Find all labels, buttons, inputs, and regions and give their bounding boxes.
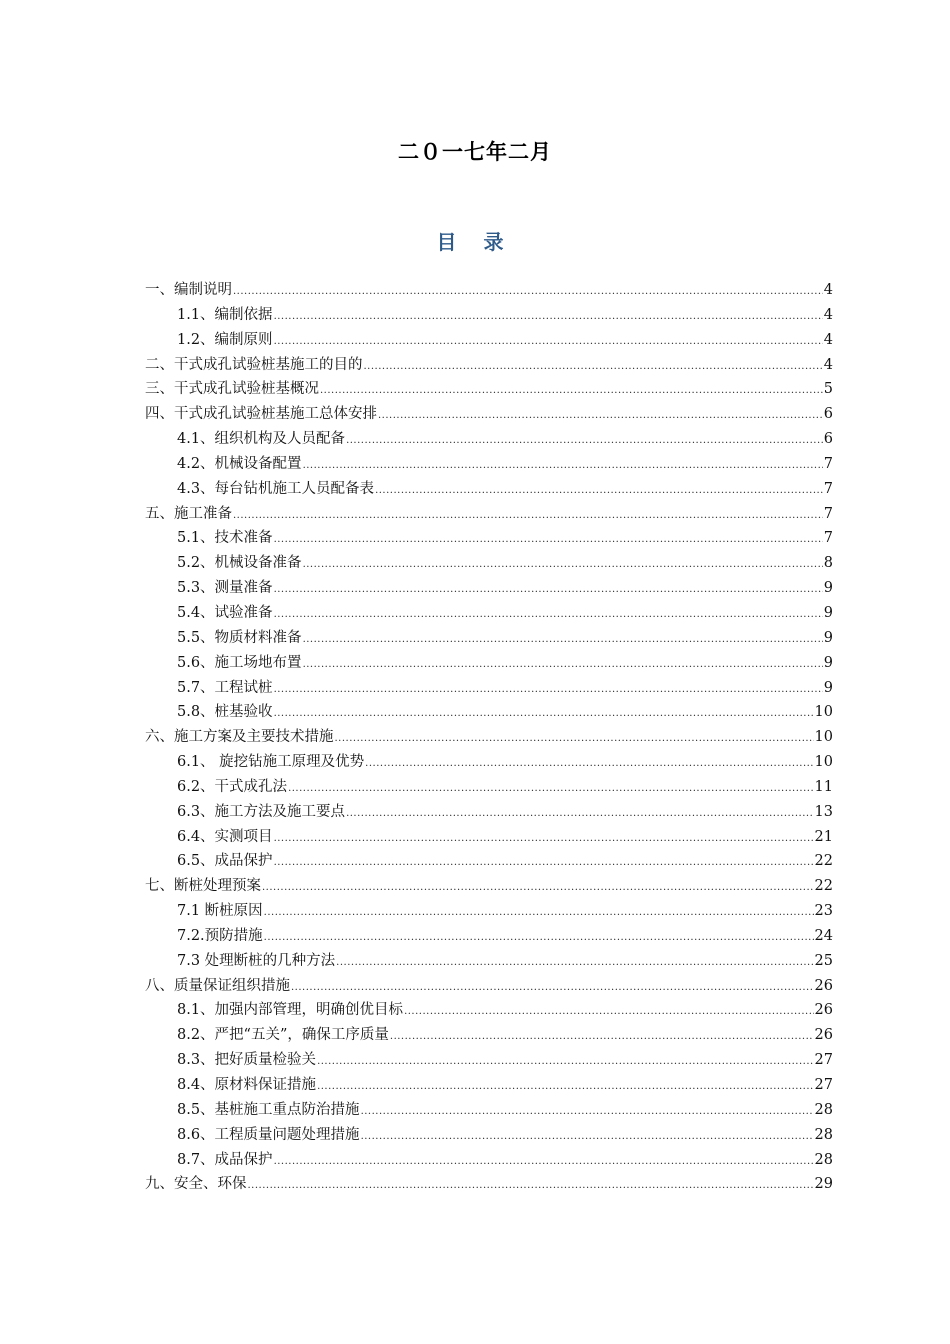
- toc-dot-leader: [274, 851, 814, 876]
- toc-entry-chapter[interactable]: [145, 377, 833, 402]
- toc-entry-chapter[interactable]: [145, 874, 833, 899]
- toc-dot-leader: [364, 355, 823, 380]
- toc-entry-label: 一、编制说明: [145, 282, 232, 298]
- toc-entry-section[interactable]: [145, 303, 833, 328]
- toc-dot-leader: [320, 379, 823, 404]
- toc-entry-page-number: 7: [823, 455, 833, 472]
- toc-entry-page-number: 29: [814, 1176, 833, 1193]
- toc-entry-label: 1.1、编制依据: [177, 306, 273, 323]
- toc-entry-section[interactable]: [145, 651, 833, 676]
- toc-entry-label: 8.6、工程质量问题处理措施: [177, 1126, 360, 1143]
- toc-entry-section[interactable]: [145, 1023, 833, 1048]
- toc-entry-label: 8.5、基桩施工重点防治措施: [177, 1101, 360, 1118]
- toc-dot-leader: [262, 876, 814, 901]
- toc-entry-page-number: 27: [814, 1052, 833, 1069]
- toc-entry-page-number: 10: [814, 729, 833, 746]
- toc-dot-leader: [274, 578, 823, 603]
- toc-entry-label: 6.4、实测项目: [177, 828, 273, 845]
- toc-entry-page-number: 4: [823, 306, 833, 323]
- toc-dot-leader: [233, 280, 823, 305]
- toc-entry-label: 九、安全、环保: [145, 1176, 247, 1193]
- toc-heading: 目 录: [436, 230, 514, 254]
- toc-entry-chapter[interactable]: [145, 974, 833, 999]
- toc-dot-leader: [303, 653, 823, 678]
- toc-entry-section[interactable]: [145, 676, 833, 701]
- toc-entry-page-number: 10: [814, 704, 833, 721]
- toc-dot-leader: [274, 678, 823, 703]
- toc-entry-page-number: 26: [814, 977, 833, 994]
- toc-entry-label: 6.5、成品保护: [177, 853, 273, 870]
- toc-entry-page-number: 13: [814, 803, 833, 820]
- toc-dot-leader: [317, 1050, 813, 1075]
- toc-entry-page-number: 25: [814, 952, 833, 969]
- toc-entry-page-number: 9: [823, 580, 833, 597]
- toc-dot-leader: [336, 951, 813, 976]
- toc-dot-leader: [274, 1150, 814, 1175]
- toc-dot-leader: [365, 752, 813, 777]
- toc-entry-section[interactable]: [145, 924, 833, 949]
- toc-entry-page-number: 28: [814, 1126, 833, 1143]
- toc-entry-page-number: 21: [814, 828, 833, 845]
- toc-entry-page-number: 7: [823, 505, 833, 522]
- toc-entry-label: 八、质量保证组织措施: [145, 977, 290, 994]
- toc-entry-section[interactable]: [145, 775, 833, 800]
- toc-entry-label: 二、干式成孔试验桩基施工的目的: [145, 356, 363, 373]
- toc-entry-label: 5.2、机械设备准备: [177, 555, 302, 572]
- toc-entry-section[interactable]: [145, 1098, 833, 1123]
- toc-entry-page-number: 23: [814, 903, 833, 920]
- toc-dot-leader: [404, 1000, 813, 1025]
- toc-entry-page-number: 24: [814, 927, 833, 944]
- toc-entry-section[interactable]: [145, 949, 833, 974]
- toc-dot-leader: [274, 827, 814, 852]
- toc-entry-section[interactable]: [145, 1048, 833, 1073]
- toc-entry-section[interactable]: [145, 825, 833, 850]
- toc-entry-section[interactable]: [145, 750, 833, 775]
- toc-entry-section[interactable]: [145, 452, 833, 477]
- toc-entry-label: 4.3、每台钻机施工人员配备表: [177, 480, 375, 497]
- toc-entry-chapter[interactable]: [145, 402, 833, 427]
- toc-dot-leader: [248, 1174, 814, 1199]
- toc-entry-section[interactable]: [145, 427, 833, 452]
- toc-entry-section[interactable]: [145, 1148, 833, 1173]
- toc-dot-leader: [390, 1025, 814, 1050]
- toc-entry-section[interactable]: [145, 899, 833, 924]
- toc-entry-page-number: 9: [823, 679, 833, 696]
- toc-entry-label: 8.4、原材料保证措施: [177, 1077, 317, 1093]
- toc-entry-section[interactable]: [145, 328, 833, 353]
- toc-entry-page-number: 11: [814, 778, 833, 795]
- toc-entry-label: 五、施工准备: [145, 505, 232, 522]
- toc-dot-leader: [264, 926, 814, 951]
- toc-dot-leader: [303, 553, 823, 578]
- toc-entry-page-number: 27: [814, 1077, 833, 1093]
- toc-entry-label: 5.8、桩基验收: [177, 704, 273, 721]
- toc-entry-page-number: 22: [814, 853, 833, 870]
- toc-entry-page-number: 9: [823, 654, 833, 671]
- toc-entry-chapter[interactable]: [145, 725, 833, 750]
- toc-entry-label: 7.3 处理断桩的几种方法: [177, 952, 336, 969]
- toc-entry-section[interactable]: [145, 576, 833, 601]
- toc-entry-page-number: 7: [823, 530, 833, 547]
- toc-entry-label: 7.2.预防措施: [177, 927, 263, 944]
- toc-entry-page-number: 10: [814, 754, 833, 771]
- toc-entry-label: 8.7、成品保护: [177, 1151, 273, 1168]
- toc-entry-page-number: 4: [823, 282, 833, 298]
- toc-entry-section[interactable]: [145, 477, 833, 502]
- toc-entry-label: 8.2、严把“五关”，确保工序质量: [177, 1027, 389, 1044]
- toc-dot-leader: [274, 528, 823, 553]
- toc-entry-chapter[interactable]: [145, 353, 833, 378]
- toc-entry-page-number: 8: [823, 555, 833, 572]
- toc-entry-label: 8.3、把好质量检验关: [177, 1052, 317, 1069]
- toc-dot-leader: [361, 1125, 814, 1150]
- toc-entry-label: 四、干式成孔试验桩基施工总体安排: [145, 406, 377, 423]
- toc-entry-chapter[interactable]: [145, 502, 833, 527]
- toc-dot-leader: [233, 504, 823, 529]
- toc-entry-page-number: 26: [814, 1002, 833, 1019]
- toc-entry-page-number: 4: [823, 331, 833, 348]
- toc-entry-label: 5.3、测量准备: [177, 580, 273, 597]
- toc-entry-section[interactable]: [145, 849, 833, 874]
- toc-entry-label: 三、干式成孔试验桩基概况: [145, 381, 319, 398]
- table-of-contents: [145, 278, 833, 1197]
- toc-dot-leader: [274, 702, 814, 727]
- toc-entry-section[interactable]: [145, 998, 833, 1023]
- toc-entry-page-number: 28: [814, 1101, 833, 1118]
- toc-dot-leader: [317, 1075, 813, 1100]
- toc-entry-page-number: 6: [823, 406, 833, 423]
- toc-entry-label: 7.1 断桩原因: [177, 903, 263, 920]
- toc-dot-leader: [378, 404, 823, 429]
- toc-dot-leader: [346, 802, 813, 827]
- toc-entry-chapter[interactable]: [145, 1172, 833, 1197]
- toc-entry-label: 8.1、加强内部管理，明确创优目标: [177, 1002, 404, 1019]
- toc-entry-label: 4.2、机械设备配置: [177, 455, 302, 472]
- toc-entry-page-number: 28: [814, 1151, 833, 1168]
- toc-dot-leader: [346, 429, 823, 454]
- toc-entry-label: 5.1、技术准备: [177, 530, 273, 547]
- toc-dot-leader: [264, 901, 814, 926]
- toc-entry-label: 6.3、施工方法及施工要点: [177, 803, 346, 820]
- toc-entry-label: 5.5、物质材料准备: [177, 629, 302, 646]
- toc-dot-leader: [303, 628, 823, 653]
- toc-dot-leader: [288, 777, 813, 802]
- toc-entry-label: 5.4、试验准备: [177, 604, 273, 621]
- toc-entry-page-number: 5: [823, 381, 833, 398]
- toc-entry-page-number: 9: [823, 604, 833, 621]
- toc-dot-leader: [291, 976, 814, 1001]
- toc-entry-page-number: 4: [823, 356, 833, 373]
- toc-entry-section[interactable]: [145, 601, 833, 626]
- toc-entry-label: 6.1、 旋挖钻施工原理及优势: [177, 754, 365, 771]
- toc-entry-label: 4.1、组织机构及人员配备: [177, 431, 346, 448]
- toc-entry-label: 6.2、干式成孔法: [177, 778, 288, 795]
- toc-entry-section[interactable]: [145, 1123, 833, 1148]
- toc-dot-leader: [274, 330, 823, 355]
- toc-entry-page-number: 7: [823, 480, 833, 497]
- toc-entry-section[interactable]: [145, 800, 833, 825]
- toc-entry-label: 5.6、施工场地布置: [177, 654, 302, 671]
- toc-entry-section[interactable]: [145, 526, 833, 551]
- toc-dot-leader: [375, 479, 823, 504]
- toc-entry-label: 六、施工方案及主要技术措施: [145, 729, 334, 746]
- toc-entry-page-number: 22: [814, 878, 833, 895]
- toc-dot-leader: [335, 727, 814, 752]
- toc-dot-leader: [303, 454, 823, 479]
- toc-entry-page-number: 9: [823, 629, 833, 646]
- toc-entry-section[interactable]: [145, 700, 833, 725]
- toc-entry-page-number: 6: [823, 431, 833, 448]
- toc-entry-label: 七、断桩处理预案: [145, 878, 261, 895]
- toc-entry-label: 5.7、工程试桩: [177, 679, 273, 696]
- toc-entry-chapter[interactable]: [145, 278, 833, 303]
- toc-entry-page-number: 26: [814, 1027, 833, 1044]
- document-date-title: 二０一七年二月: [398, 140, 552, 164]
- toc-dot-leader: [361, 1100, 814, 1125]
- toc-entry-label: 1.2、编制原则: [177, 331, 273, 348]
- toc-dot-leader: [274, 305, 823, 330]
- toc-entry-section[interactable]: [145, 551, 833, 576]
- toc-entry-section[interactable]: [145, 1073, 833, 1098]
- toc-dot-leader: [274, 603, 823, 628]
- toc-entry-section[interactable]: [145, 626, 833, 651]
